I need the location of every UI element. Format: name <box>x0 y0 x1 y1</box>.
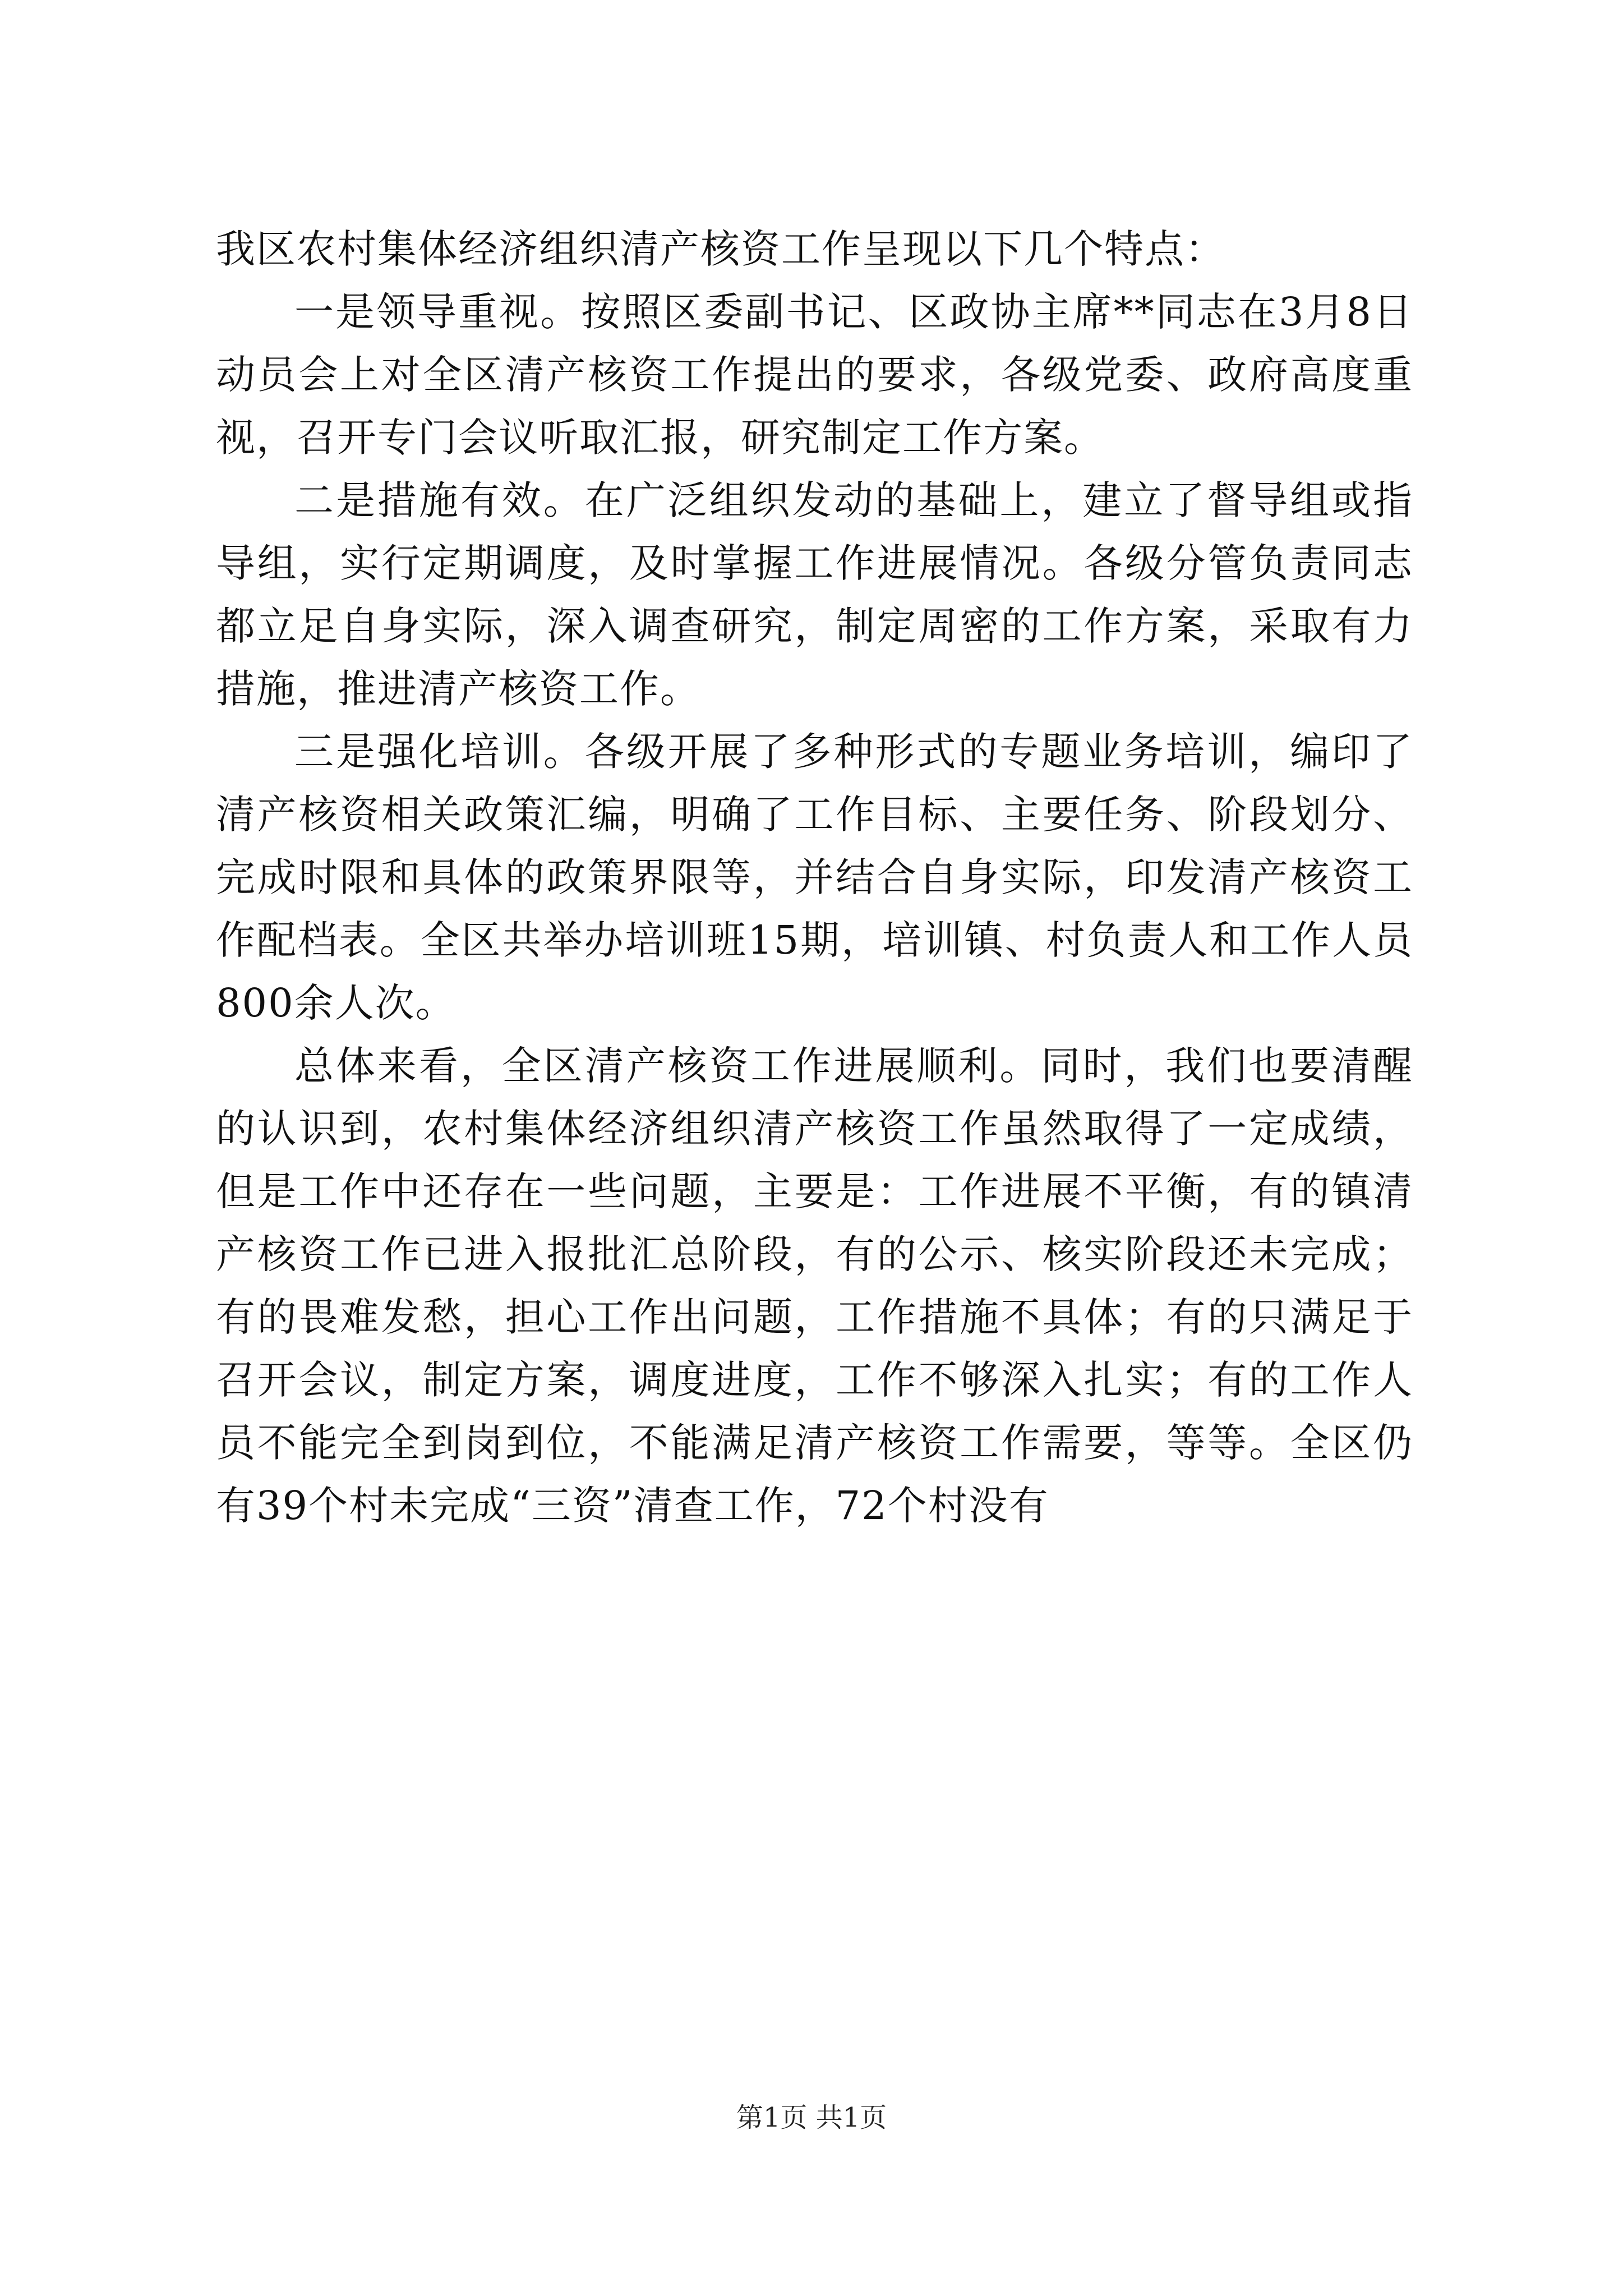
paragraph-summary: 总体来看，全区清产核资工作进展顺利。同时，我们也要清醒的认识到，农村集体经济组织清产核资工作虽然取得了一定成绩，但是工作中还存在一些问题，主要是：工作进展不平衡，有的镇清产核资工作已进入报批汇总阶段，有的公示、核实阶段还未完成；有的畏难发愁，担心工作出问题，工作措施不具体；有的只满足于召开会议，制定方案，调度进度，工作不够深入扎实；有的工作人员不能完全到岗到位，不能满足清产核资工作需要，等等。全区仍有39个村未完成“三资”清查工作，72个村没有 <box>216 1043 1413 1529</box>
page-number: 第1页 共1页 <box>736 2102 887 2133</box>
paragraph-training: 三是强化培训。各级开展了多种形式的专题业务培训，编印了清产核资相关政策汇编，明确了工作目标、主要任务、阶段划分、完成时限和具体的政策界限等，并结合自身实际，印发清产核资工作配档表。全区共举办培训班15期，培训镇、村负责人和工作人员800余人次。 <box>216 729 1413 1026</box>
paragraph-leadership: 一是领导重视。按照区委副书记、区政协主席**同志在3月8日动员会上对全区清产核资工作提出的要求，各级党委、政府高度重视，召开专门会议听取汇报，研究制定工作方案。 <box>216 289 1413 461</box>
document-body <box>216 218 1413 1537</box>
paragraph-intro: 我区农村集体经济组织清产核资工作呈现以下几个特点： <box>216 226 1225 272</box>
paragraph-measures: 二是措施有效。在广泛组织发动的基础上，建立了督导组或指导组，实行定期调度，及时掌握工作进展情况。各级分管负责同志都立足自身实际，深入调查研究，制定周密的工作方案，采取有力措施，推进清产核资工作。 <box>216 477 1413 712</box>
